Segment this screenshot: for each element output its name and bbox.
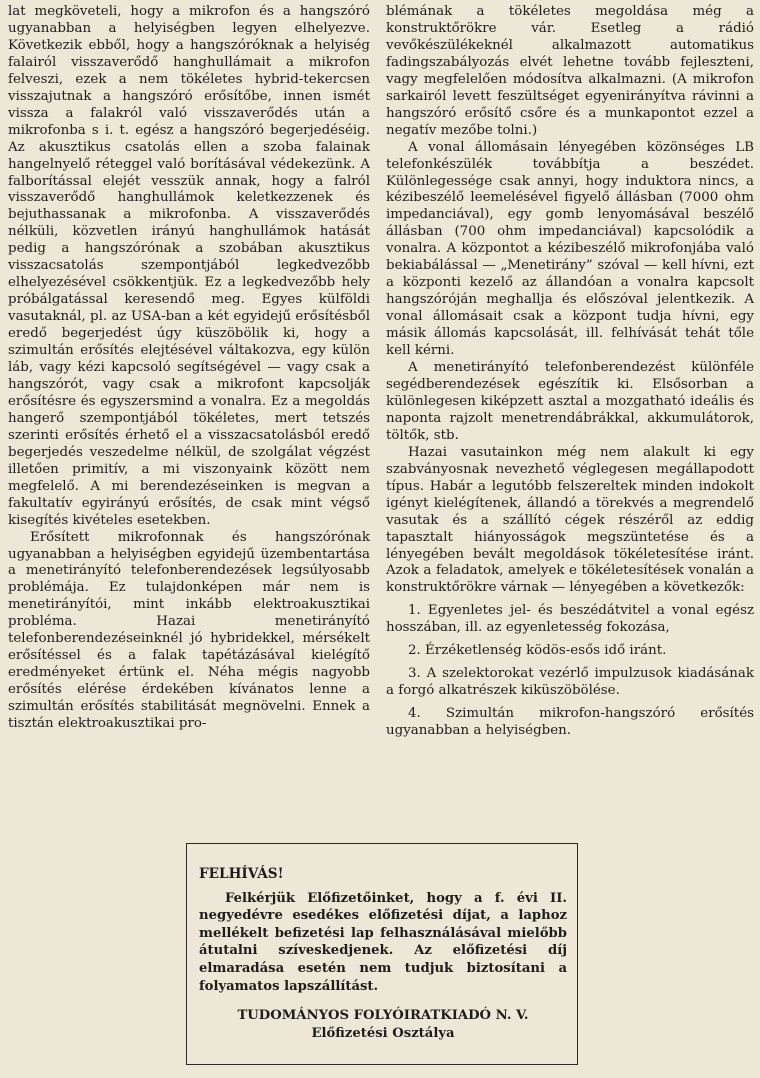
paragraph: Erősített mikrofonnak és hangszórónak ugyanabban a helyiségben egyidejű üzembentartása a menetirányító telefonberendezések legsúlyosabb problémája. Ez tulajdonképen már nem is menetirányítói, mint inkább elektroakusztikai probléma. Hazai menetirányító telefonberendezéseinknél jó hybridekkel, mérsékelt erősítéssel és a falak tapétázásával kielégítő eredményeket értünk el. Néha mégis nagyobb erősítés elérése érdekében kívánatos lenne a szimultán erősítés stabilitását megnövelni. Ennek a tisztán elektroakusztikai pro- [8,529,370,732]
notice-department: Előfizetési Osztálya [311,1025,455,1041]
list-item: 3. A szelektorokat vezérlő impulzusok kiadásának a forgó alkatrészek kiküszöbölése. [386,666,754,699]
notice-body: Felkérjük Előfizetőinket, hogy a f. évi II. negyedévre esedékes előfizetési díjat, a laphoz mellékelt befizetési lap felhasználásával mielőbb átutalni szíveskedjenek. Az előfizetési díj elmaradása esetén nem tudjuk biztosítani a folyamatos lapszállítást. [199,890,567,994]
list-item: 4. Szimultán mikrofon-hangszóró erősítés ugyanabban a helyiségben. [386,706,754,739]
paragraph: lat megköveteli, hogy a mikrofon és a hangszóró ugyanabban a helyiségben legyen elhelyezve. Következik ebből, hogy a hangszóróknak a helyiség falairól visszaverődő hanghullámait a mikrofon felveszi, ezek a nem tökéletes hybrid-tekercsen visszajutnak a hangszóró erősítőbe, innen ismét vissza a falakról való visszaverődés után a mikrofonba s i. t. egész a hangszóró begerjedéséig. Az akusztikus csatolás ellen a szoba falainak hangelnyelő réteggel való borításával védekezünk. A falborítással elejét vesszük annak, hogy a falról visszaverődő hanghullámok keletkezzenek és bejuthassanak a mikrofonba. A visszaverődés nélküli, közvetlen irányú hanghullámok hatását pedig a hangszórónak a szobában akusztikus visszacsatolás szempontjából legkedvezőbb elhelyezésével csökkentjük. Ez a legkedvezőbb hely próbálgatással keresendő meg. Egyes külföldi vasutaknál, pl. az USA-ban a két egyidejű erősítésből eredő begerjedést úgy küszöbölik ki, hogy a szimultán erősítés elejtésével váltakozva, egy külön láb, vagy kézi kapcsoló segítségével — vagy csak a hangszórót, vagy csak a mikrofont kapcsolják erősítésre és egyszersmind a vonalra. Ez a megoldás hangerő szempontjából tökéletes, mert tetszés szerinti erősítés érhető el a visszacsatolásból eredő begerjedés veszedelme nélkül, de szolgálat végzést illetően primitív, a mi viszonyaink között nem megfelelő. A mi berendezéseinken is megvan a fakultatív egyirányú erősítés, de csak mint végső kisegítés kivételes esetekben. [8,4,370,528]
paragraph: A menetirányító telefonberendezést különféle segédberendezések egészítik ki. Elsősorban a különlegesen kiképzett asztal a mozgatható ideális és naponta rajzolt menetrendábrákkal, akkumulátorok, töltők, stb. [386,360,754,443]
right-column [386,4,754,740]
paragraph: Hazai vasutainkon még nem alakult ki egy szabványosnak nevezhető véglegesen megállapodott típus. Habár a legutóbb felszereltek minden indokolt igényt kielégítenek, állandó a törekvés a megrendelő vasutak és a szállító cégek részéről az eddig tapasztalt hiányosságok megszüntetése és a lényegében bevált megoldások tökéletesítése iránt. Azok a feladatok, amelyek e tökéletesítések vonalán a konstruktőrökre várnak — lényegében a következők: [386,444,754,596]
list-item: 2. Érzéketlenség ködös-esős idő iránt. [408,643,667,659]
paragraph: blémának a tökéletes megoldása még a konstruktőrökre vár. Esetleg a rádió vevőkészülékeknél alkalmazott automatikus fadingszabályozás elvét lehetne tovább fejleszteni, vagy megfelelően módosítva alkalmazni. (A mikrofon sarkairól levett feszültséget egyenirányítva rávinni a hangszóró erősítő csőre és a munkapontot ezzel a negatív mezőbe tolni.) [386,4,754,138]
notice-publisher: TUDOMÁNYOS FOLYÓIRATKIADÓ N. V. [237,1008,529,1024]
subscription-notice-box [186,843,578,1065]
notice-title: FELHÍVÁS! [199,866,284,882]
paragraph: A vonal állomásain lényegében közönséges LB telefonkészülék továbbítja a beszédet. Különlegessége csak annyi, hogy induktora nincs, a kézibeszélő leemelésével figyelő állásban (7000 ohm impedanciával), egy gomb lenyomásával beszélő állásban (700 ohm impedanciával) kapcsolódik a vonalra. A központot a kézibeszélő mikrofonjába való bekiabálással — „Menetirány” szóval — kell hívni, ezt a központi kezelő az állandóan a vonalra kapcsolt hangszóróján meghallja és előszóval jelentkezik. A vonal állomásait csak a központ tudja hívni, egy másik állomás kapcsolását, ill. felhívását tehát tőle kell kérni. [386,139,754,359]
list-item: 1. Egyenletes jel- és beszédátvitel a vonal egész hosszában, ill. az egyenletesség fokozása, [386,603,754,636]
left-column [8,4,370,733]
